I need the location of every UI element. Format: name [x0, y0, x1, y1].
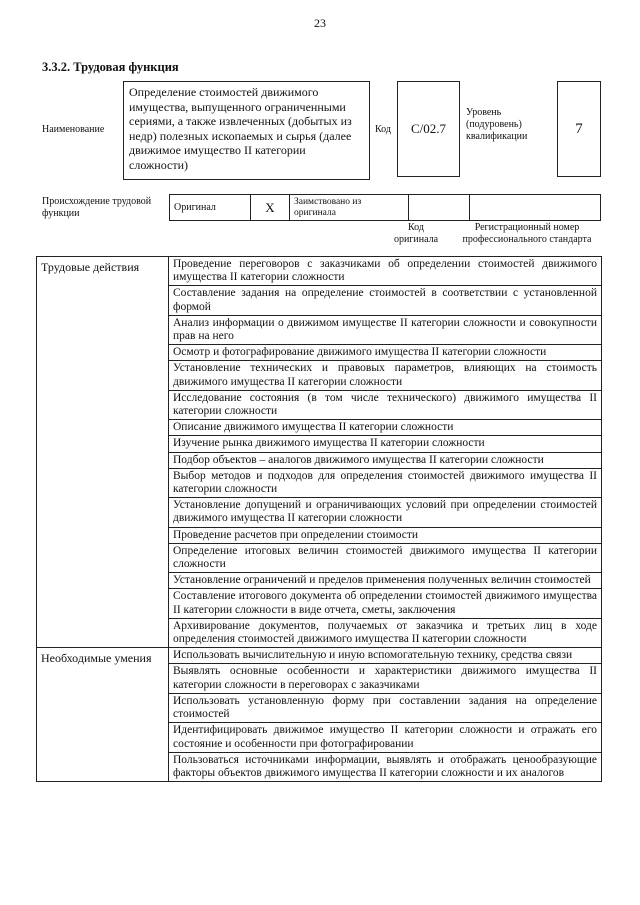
original-label-cell: Оригинал — [170, 195, 251, 221]
required-skill-item: Пользоваться источниками информации, выявлять и отображать ценообразующие факторы объектов движимого имущества II категории сложности и их аналогов — [169, 752, 602, 781]
labor-action-item: Осмотр и фотографирование движимого имущества II категории сложности — [169, 345, 602, 361]
level-value-box: 7 — [557, 81, 601, 177]
origin-label: Происхождение трудовой функции — [42, 196, 152, 219]
labor-action-item: Исследование состояния (в том числе технического) движимого имущества II категории сложности — [169, 390, 602, 419]
registration-caption: Регистрационный номер профессионального стандарта — [462, 222, 592, 245]
name-label: Наименование — [42, 124, 105, 135]
required-skill-item: Идентифицировать движимое имущество II категории сложности и отражать его состояние и особенности при фотографировании — [169, 723, 602, 752]
labor-action-item: Проведение переговоров с заказчиками об определении стоимостей движимого имущества II категории сложности — [169, 257, 602, 286]
labor-action-item: Выбор методов и подходов для определения стоимостей движимого имущества II категории сложности — [169, 468, 602, 497]
borrowed-label-cell: Заимствовано из оригинала — [290, 195, 409, 221]
labor-action-item: Установление ограничений и пределов применения полученных величин стоимостей — [169, 573, 602, 589]
required-skill-item: Использовать вычислительную и иную вспомогательную технику, средства связи — [169, 648, 602, 664]
required-skill-item: Использовать установленную форму при составлении задания на определение стоимостей — [169, 693, 602, 722]
required-skill-category: Необходимые умения — [37, 648, 169, 782]
labor-action-item: Установление технических и правовых параметров, влияющих на стоимость движимого имущества II категории сложности — [169, 361, 602, 390]
registration-number-cell — [470, 195, 601, 221]
function-name-box: Определение стоимостей движимого имущества, выпущенного ограниченными сериями, а также извлеченных (добытых из недр) полезных ископаемых и сырья (далее движимое имущество II категории сложности) — [123, 81, 370, 180]
labor-action-category: Трудовые действия — [37, 257, 169, 648]
original-mark-cell: X — [251, 195, 290, 221]
code-label: Код — [375, 124, 391, 135]
labor-action-item: Определение итоговых величин стоимостей движимого имущества II категории сложности — [169, 543, 602, 572]
labor-action-item: Описание движимого имущества II категории сложности — [169, 420, 602, 436]
level-label: Уровень (подуровень) квалификации — [466, 107, 528, 142]
code-value-box: C/02.7 — [397, 81, 460, 177]
labor-action-item: Архивирование документов, получаемых от заказчика и третьих лиц в ходе определения стоимостей движимого имущества II категории сложности — [169, 618, 602, 647]
labor-action-row — [37, 257, 602, 286]
labor-action-item: Составление итогового документа об определении стоимостей движимого имущества II категории сложности в виде отчета, сметы, заключения — [169, 589, 602, 618]
required-skill-row — [37, 648, 602, 664]
code-caption: Код оригинала — [393, 222, 439, 245]
labor-action-item: Установление допущений и ограничивающих условий при определении стоимостей движимого имущества II категории сложности — [169, 498, 602, 527]
section-title: 3.3.2. Трудовая функция — [42, 60, 179, 74]
labor-action-item: Проведение расчетов при определении стоимости — [169, 527, 602, 543]
labor-action-item: Анализ информации о движимом имуществе II категории сложности и совокупности прав на него — [169, 315, 602, 344]
labor-action-item: Изучение рынка движимого имущества II категории сложности — [169, 436, 602, 452]
page-number: 23 — [314, 16, 326, 30]
main-table — [36, 256, 602, 782]
required-skill-item: Выявлять основные особенности и характеристики движимого имущества II категории сложности в переговорах с заказчиками — [169, 664, 602, 693]
labor-action-item: Составление задания на определение стоимостей в соответствии с установленной формой — [169, 286, 602, 315]
origin-table — [169, 194, 601, 221]
labor-action-item: Подбор объектов – аналогов движимого имущества II категории сложности — [169, 452, 602, 468]
original-code-cell — [409, 195, 470, 221]
